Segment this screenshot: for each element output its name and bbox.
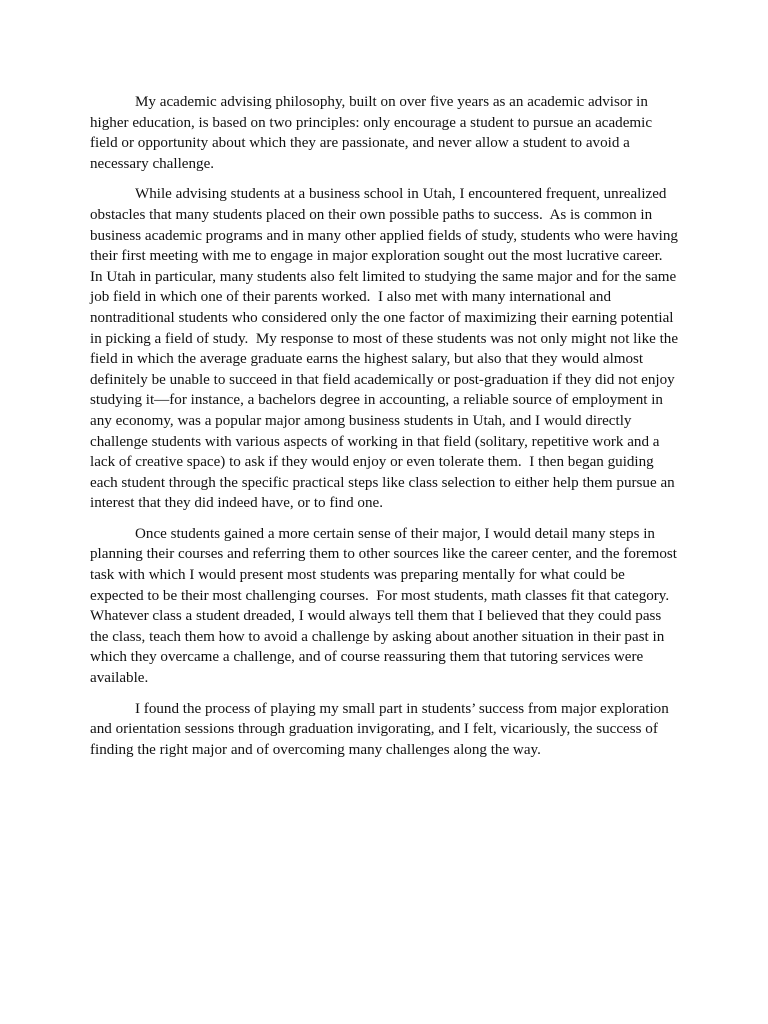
paragraph-1: My academic advising philosophy, built on over five years as an academic advisor in higher education, is based on two principles: only encourage a student to pursue an academic field or opportunity about which they are passionate, and never allow a student to avoid a necessary challenge. bbox=[90, 94, 656, 172]
document-body bbox=[90, 92, 680, 770]
paragraph-4: I found the process of playing my small part in students’ success from major exploration and orientation sessions through graduation invigorating, and I felt, vicariously, the success of finding the right major and of overcoming many challenges along the way. bbox=[90, 700, 673, 758]
paragraph-2: While advising students at a business school in Utah, I encountered frequent, unrealized obstacles that many students placed on their own possible paths to success. As is common in business academic programs and in many other applied fields of study, students who were having their first meeting with me to engage in major exploration sought out the most lucrative career. In Utah in particular, many students also felt limited to studying the same major and for the same job field in which one of their parents worked. I also met with many international and nontraditional students who considered only the one factor of maximizing their earning potential in picking a field of study. My response to most of these students was not only might not like the field in which the average graduate earns the highest salary, but also that they would almost definitely be unable to succeed in that field academically or post-graduation if they did not enjoy studying it—for instance, a bachelors degree in accounting, a reliable source of employment in any economy, was a popular major among business students in Utah, and I would directly challenge students with various aspects of working in that field (solitary, repetitive work and a lack of creative space) to ask if they would enjoy or even tolerate them. I then began guiding each student through the specific practical steps like class selection to either help them pursue an interest that they did indeed have, or to find one. bbox=[90, 186, 682, 512]
paragraph-3: Once students gained a more certain sense of their major, I would detail many steps in planning their courses and referring them to other sources like the career center, and the foremost task with which I would present most students was preparing mentally for what could be expected to be their most challenging courses. For most students, math classes fit that category. Whatever class a student dreaded, I would always tell them that I believed that they could pass the class, teach them how to avoid a challenge by asking about another situation in their past in which they overcame a challenge, and of course reassuring them that tutoring services were available. bbox=[90, 525, 681, 687]
